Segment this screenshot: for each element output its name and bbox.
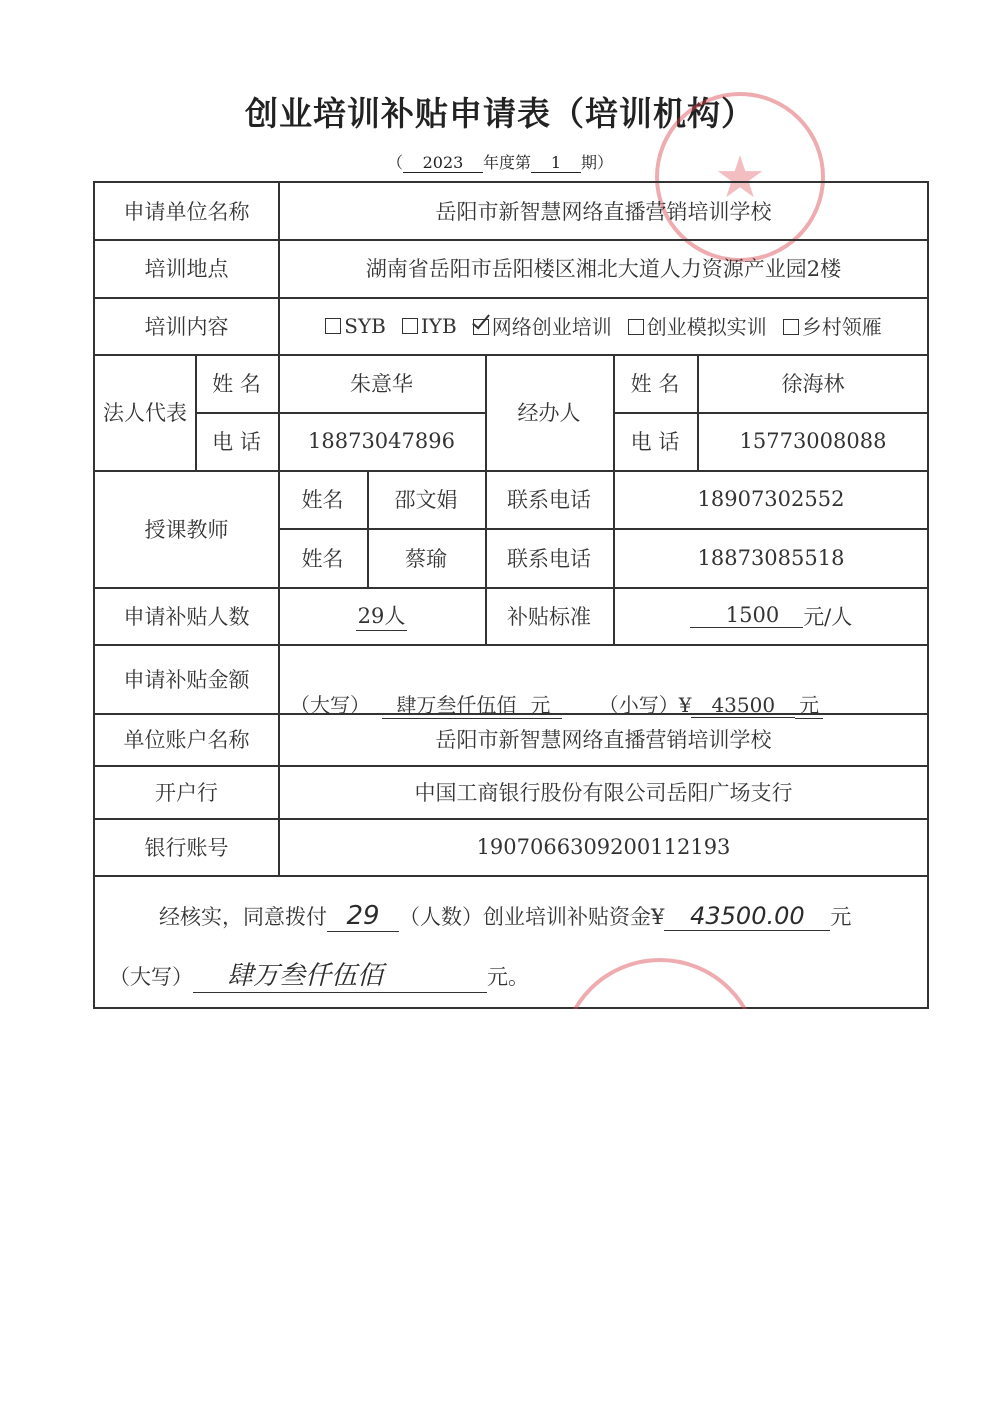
standard-unit: 元/人 <box>803 604 853 629</box>
checkbox-icon <box>402 318 418 334</box>
handler-phone: 15773008088 <box>739 429 887 453</box>
approval-count: 29 <box>327 901 399 932</box>
account-no-value: 1907066309200112193 <box>476 834 731 859</box>
handler-phone-label: 电 话 <box>630 430 680 454</box>
standard-value-cell <box>613 587 929 644</box>
handler-name-label: 姓 名 <box>630 372 680 396</box>
count-label: 申请补贴人数 <box>123 604 250 629</box>
approval-upper-value: 肆万叁仟伍佰 <box>193 955 487 993</box>
standard-value: 1500 <box>690 603 803 628</box>
amount-upper-label: （大写） <box>290 693 370 717</box>
amount-upper-value: 肆万叁仟伍佰 <box>382 689 530 719</box>
approval-suffix: 元 <box>830 905 852 929</box>
bank-label: 开户行 <box>155 780 218 805</box>
period-number: 1 <box>531 153 581 173</box>
approval-amount: 43500.00 <box>664 902 830 931</box>
amount-upper-unit: 元 <box>530 689 562 719</box>
approval-prefix: 经核实，同意拨付 <box>159 905 327 929</box>
count-value-cell <box>278 587 485 644</box>
approval-line-2 <box>109 955 529 993</box>
teacher-1-name-label: 姓名 <box>301 488 344 512</box>
teachers-label: 授课教师 <box>144 517 229 542</box>
checkbox-icon <box>783 319 799 335</box>
teacher-2-phone: 18873085518 <box>697 545 845 570</box>
account-no-label: 银行账号 <box>144 835 229 860</box>
legal-rep-name-label: 姓 名 <box>212 372 261 396</box>
teacher-2-name: 蔡瑜 <box>405 546 447 571</box>
checkbox-icon <box>628 319 644 335</box>
option-syb[interactable]: SYB <box>325 314 386 338</box>
period-line <box>0 150 1000 173</box>
legal-rep-phone-label: 电 话 <box>212 430 261 454</box>
form-title: 创业培训补贴申请表（培训机构） <box>245 94 755 133</box>
handler-label: 经办人 <box>517 401 581 425</box>
approval-line-1 <box>159 901 851 932</box>
option-online-training[interactable]: 网络创业培训 <box>473 311 612 340</box>
teacher-1-phone-label: 联系电话 <box>507 488 591 512</box>
approval-upper-label: （大写） <box>109 965 193 989</box>
amount-label: 申请补贴金额 <box>123 667 250 692</box>
approval-upper-suffix: 元。 <box>487 965 529 989</box>
blank-page-area <box>0 1009 1000 1415</box>
teacher-2-name-label: 姓名 <box>301 546 344 571</box>
org-name-value: 岳阳市新智慧网络直播营销培训学校 <box>435 200 772 224</box>
location-label: 培训地点 <box>144 257 229 281</box>
account-name-label: 单位账户名称 <box>123 728 250 752</box>
option-simulation[interactable]: 创业模拟实训 <box>628 311 767 340</box>
count-value: 29人 <box>356 600 408 631</box>
content-options <box>278 297 929 354</box>
option-iyb[interactable]: IYB <box>402 314 457 338</box>
checkbox-checked-icon <box>473 319 489 335</box>
standard-label: 补贴标准 <box>507 604 591 629</box>
org-name-label: 申请单位名称 <box>123 200 250 224</box>
handler-name: 徐海林 <box>781 372 845 396</box>
teacher-1-name: 邵文娟 <box>394 488 458 512</box>
option-rural[interactable]: 乡村领雁 <box>783 311 882 340</box>
teacher-1-phone: 18907302552 <box>697 487 845 511</box>
teacher-2-phone-label: 联系电话 <box>507 546 591 571</box>
star-icon: ★ <box>714 143 766 211</box>
legal-rep-name: 朱意华 <box>350 372 413 396</box>
period-year: 2023 <box>403 153 483 173</box>
content-label: 培训内容 <box>144 314 229 339</box>
legal-rep-label: 法人代表 <box>103 401 187 425</box>
amount-lower-value: 43500 <box>691 693 795 718</box>
account-name-value: 岳阳市新智慧网络直播营销培训学校 <box>435 728 772 752</box>
period-num-suffix: 期） <box>581 153 614 172</box>
location-value: 湖南省岳阳市岳阳楼区湘北大道人力资源产业园2楼 <box>365 257 842 281</box>
application-form <box>93 181 929 1009</box>
bank-value: 中国工商银行股份有限公司岳阳广场支行 <box>414 780 793 805</box>
checkbox-icon <box>325 318 341 334</box>
approval-middle: （人数）创业培训补贴资金¥ <box>399 905 665 929</box>
amount-lower-unit: 元 <box>795 689 823 719</box>
amount-lower-label: （小写）¥ <box>598 693 692 717</box>
period-open: （ <box>386 153 403 172</box>
legal-rep-phone: 18873047896 <box>308 429 455 453</box>
period-year-suffix: 年度第 <box>482 153 531 172</box>
